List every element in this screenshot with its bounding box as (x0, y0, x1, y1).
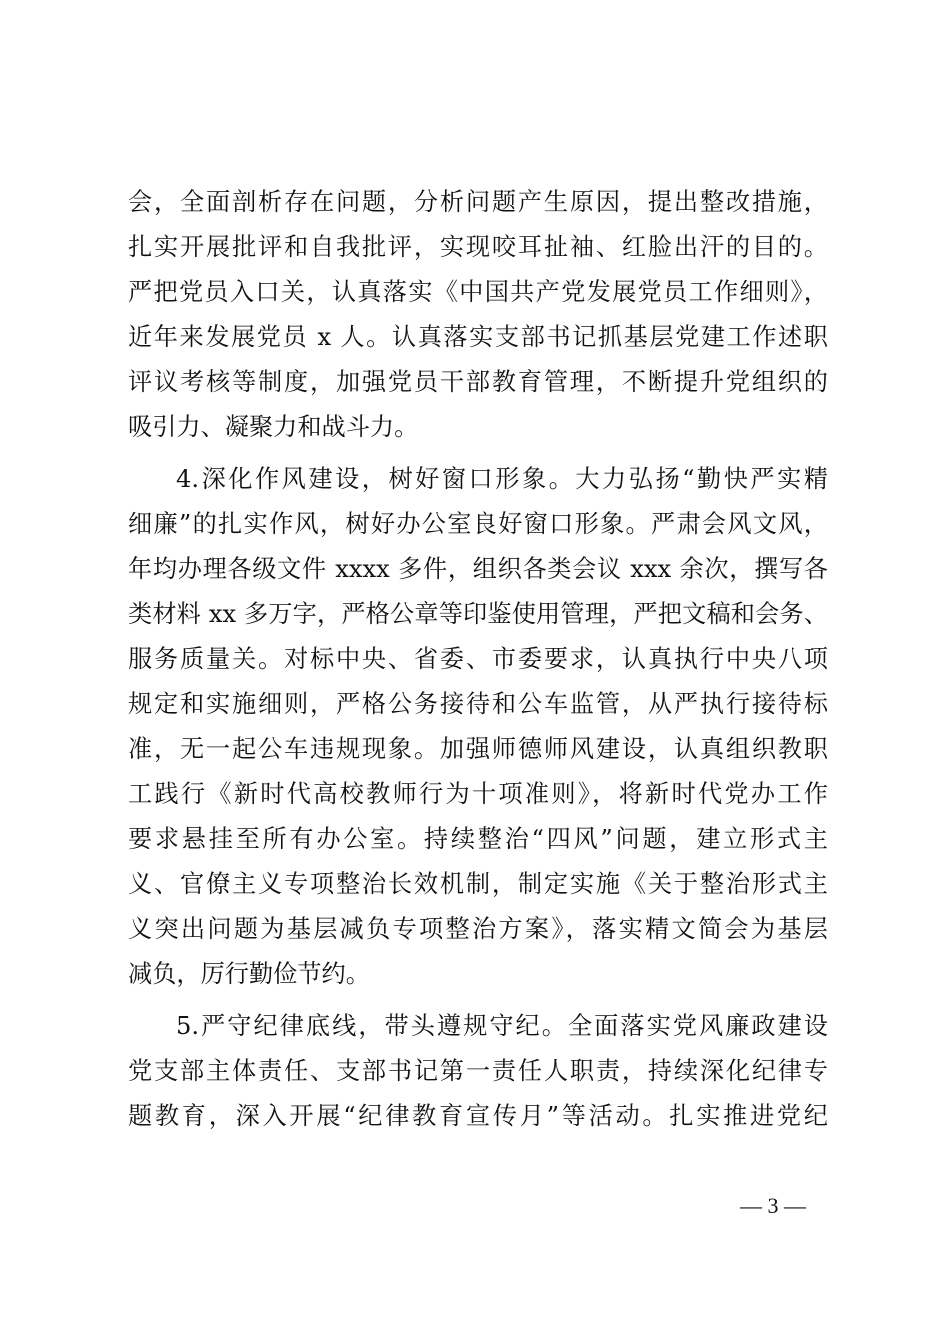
text-line-4: 近年来发展党员 x 人。认真落实支部书记抓基层党建工作述职 (128, 323, 828, 351)
text-line-10: 类材料 xx 多万字，严格公章等印鉴使用管理，严把文稿和会务、 (128, 600, 828, 628)
text-line-20: 党支部主体责任、支部书记第一责任人职责，持续深化纪律专 (128, 1057, 828, 1085)
text-line-9: 年均办理各级文件 xxxx 多件，组织各类会议 xxx 余次，撰写各 (128, 555, 828, 583)
text-line-16: 义、官僚主义专项整治长效机制，制定实施《关于整治形式主 (128, 870, 828, 898)
text-line-1: 会，全面剖析存在问题，分析问题产生原因，提出整改措施， (128, 188, 828, 216)
text-line-12: 规定和实施细则，严格公务接待和公车监管，从严执行接待标 (128, 690, 828, 718)
text-line-13: 准，无一起公车违规现象。加强师德师风建设，认真组织教职 (128, 735, 828, 763)
text-line-11: 服务质量关。对标中央、省委、市委要求，认真执行中央八项 (128, 645, 828, 673)
text-line-2: 扎实开展批评和自我批评，实现咬耳扯袖、红脸出汗的目的。 (128, 233, 828, 261)
text-line-3: 严把党员入口关，认真落实《中国共产党发展党员工作细则》， (128, 278, 828, 306)
text-line-21: 题教育，深入开展“纪律教育宣传月”等活动。扎实推进党纪 (128, 1102, 828, 1130)
text-line-8: 细廉”的扎实作风，树好办公室良好窗口形象。严肃会风文风， (128, 510, 828, 538)
text-line-14: 工践行《新时代高校教师行为十项准则》，将新时代党办工作 (128, 780, 828, 808)
page-number: — 3 — (740, 1193, 806, 1218)
text-line-5: 评议考核等制度，加强党员干部教育管理，不断提升党组织的 (128, 368, 828, 396)
text-line-6: 吸引力、凝聚力和战斗力。 (128, 413, 419, 441)
paragraph-4-heading-line: 4.深化作风建设，树好窗口形象。大力弘扬“勤快严实精 (176, 465, 828, 493)
text-line-15: 要求悬挂至所有办公室。持续整治“四风”问题，建立形式主 (128, 825, 828, 853)
paragraph-5-heading-line: 5.严守纪律底线，带头遵规守纪。全面落实党风廉政建设 (176, 1012, 828, 1040)
text-line-18: 减负，厉行勤俭节约。 (128, 960, 370, 988)
text-line-17: 义突出问题为基层减负专项整治方案》，落实精文简会为基层 (128, 915, 828, 943)
